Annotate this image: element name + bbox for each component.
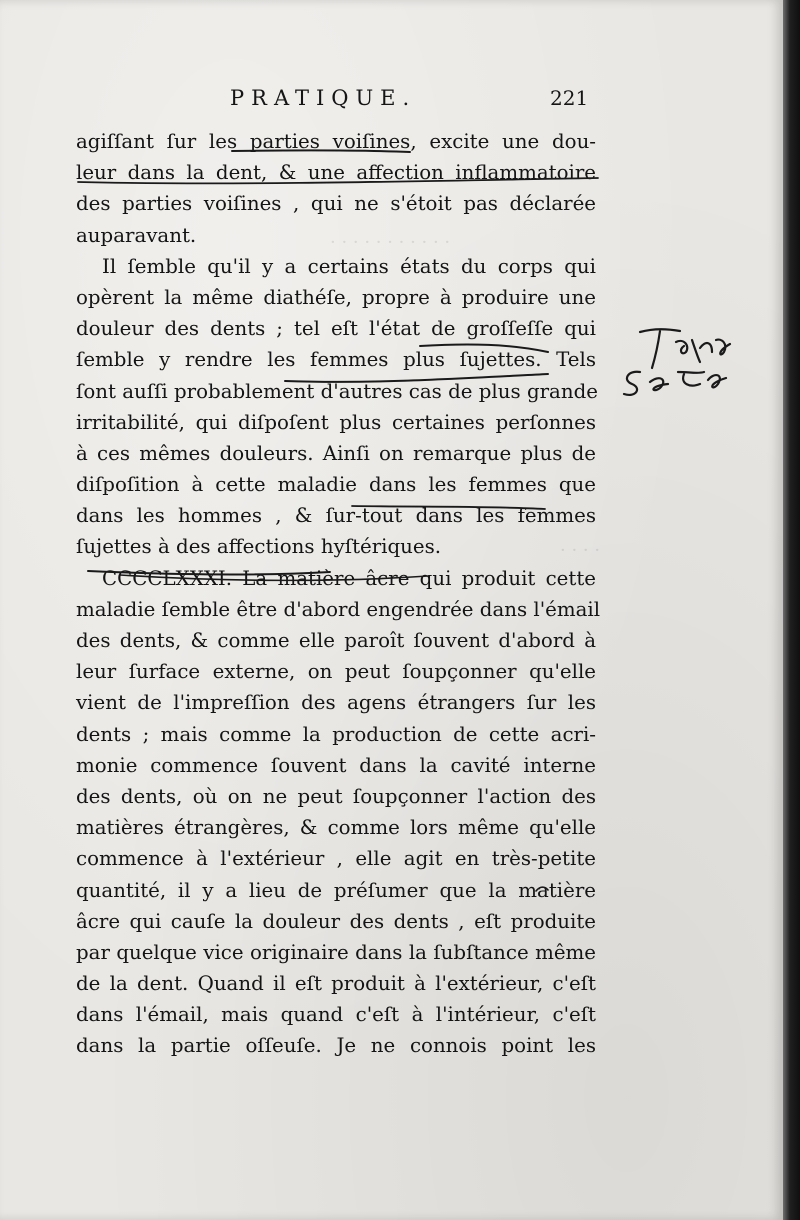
text-line: vient de l'impreſſion des agens étrangers ſur les <box>76 691 596 715</box>
page-header <box>0 86 783 116</box>
text-line: irritabilité, qui diſpoſent plus certaines perſonnes <box>76 410 596 434</box>
text-line: opèrent la même diathéſe, propre à produire une <box>76 285 596 309</box>
text-line: maladie ſemble être d'abord engendrée dans l'émail <box>76 597 601 621</box>
text-line: agiſſant ſur les parties voiſines, excite une dou- <box>76 130 596 153</box>
text-line: dans la partie oſſeuſe. Je ne connois point les <box>76 1034 596 1058</box>
body-text <box>76 126 601 1062</box>
text-line: Il ſemble qu'il y a certains états du corps qui <box>102 254 596 278</box>
margin-note-handwriting <box>624 372 726 395</box>
text-line: douleur des dents ; tel eſt l'état de groſſeſſe qui <box>76 317 596 341</box>
text-line: diſpoſition à cette maladie dans les femmes que <box>76 473 596 497</box>
text-line: matières étrangères, & comme lors même qu'elle <box>76 816 596 840</box>
text-line: des dents, où on ne peut ſoupçonner l'action des <box>76 784 596 808</box>
text-line: CCCCLXXXI. La matière âcre qui produit cette <box>102 566 596 590</box>
show-through-text: · · · · · · · · · · · <box>330 232 451 253</box>
text-line: par quelque vice originaire dans la ſubſtance même <box>76 940 596 964</box>
text-line: âcre qui cauſe la douleur des dents , eſt produite <box>76 909 596 933</box>
text-line: ſont auſſi probablement d'autres cas de plus grande <box>76 379 598 403</box>
text-line: des dents, & comme elle paroît ſouvent d'abord à <box>76 629 596 652</box>
text-line: ſemble y rendre les femmes plus ſujettes. Tels <box>76 348 596 372</box>
text-line: monie commence ſouvent dans la cavité interne <box>76 753 596 777</box>
text-line: quantité, il y a lieu de préſumer que la matière <box>76 878 596 902</box>
text-line: dents ; mais comme la production de cette acri- <box>76 722 596 746</box>
text-line: auparavant. <box>76 223 197 247</box>
text-line: dans les hommes , & ſur-tout dans les femmes <box>76 504 596 528</box>
text-line: à ces mêmes douleurs. Ainſi on remarque plus de <box>76 441 596 465</box>
text-line: commence à l'extérieur , elle agit en très-petite <box>76 847 596 871</box>
text-line: ſujettes à des affections hyſtériques. <box>76 535 442 559</box>
page-gutter-shadow <box>783 0 800 1220</box>
margin-note-handwriting <box>640 329 730 368</box>
text-line: de la dent. Quand il eſt produit à l'extérieur, c'eſt <box>76 972 596 996</box>
page-number: 221 <box>550 86 589 110</box>
show-through-text: · · · · <box>560 540 601 561</box>
text-line: leur dans la dent, & une affection inflammatoire <box>76 161 596 185</box>
text-line: des parties voiſines , qui ne s'étoit pas déclarée <box>76 192 596 216</box>
text-line: dans l'émail, mais quand c'eſt à l'intérieur, c'eſt <box>76 1003 596 1027</box>
text-line: leur ſurface externe, on peut ſoupçonner qu'elle <box>76 660 596 684</box>
running-head: PRATIQUE. <box>230 86 417 110</box>
